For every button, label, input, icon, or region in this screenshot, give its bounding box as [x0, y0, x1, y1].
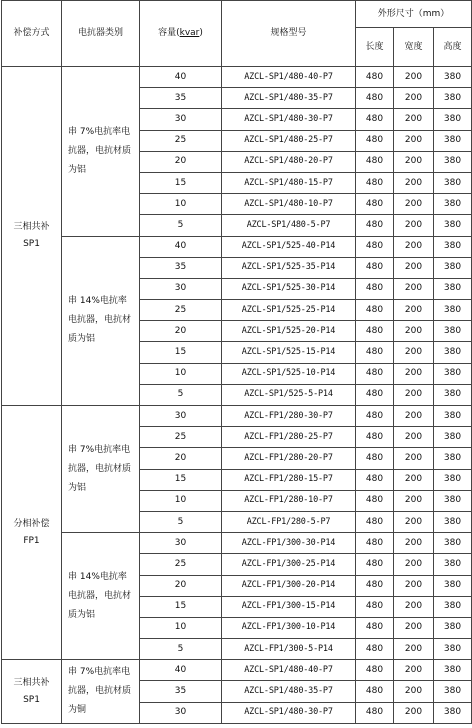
- length-cell: 480: [356, 660, 394, 681]
- width-cell: 200: [394, 702, 434, 723]
- reactor-type-cell: 串 14%电抗率电抗器，电抗材质为铝: [62, 236, 140, 406]
- model-cell: AZCL-FP1/280-30-P7: [222, 406, 356, 427]
- model-cell: AZCL-SP1/480-15-P7: [222, 172, 356, 193]
- height-cell: 380: [434, 130, 472, 151]
- height-cell: 380: [434, 172, 472, 193]
- width-cell: 200: [394, 533, 434, 554]
- width-cell: 200: [394, 109, 434, 130]
- width-cell: 200: [394, 257, 434, 278]
- width-cell: 200: [394, 469, 434, 490]
- model-cell: AZCL-SP1/480-35-P7: [222, 681, 356, 702]
- height-cell: 380: [434, 681, 472, 702]
- length-cell: 480: [356, 702, 394, 723]
- model-cell: AZCL-FP1/300-25-P14: [222, 554, 356, 575]
- capacity-cell: 10: [140, 363, 222, 384]
- table-row: [2, 533, 472, 554]
- table-row: [2, 660, 472, 681]
- header-dims: 外形尺寸（mm）: [356, 1, 472, 28]
- model-cell: AZCL-SP1/480-35-P7: [222, 88, 356, 109]
- model-cell: AZCL-SP1/525-15-P14: [222, 342, 356, 363]
- width-cell: 200: [394, 511, 434, 532]
- capacity-cell: 5: [140, 639, 222, 660]
- height-cell: 380: [434, 490, 472, 511]
- header-capacity: 容量(kvar): [140, 1, 222, 67]
- spec-table: [1, 0, 472, 724]
- model-cell: AZCL-SP1/525-35-P14: [222, 257, 356, 278]
- length-cell: 480: [356, 384, 394, 405]
- length-cell: 480: [356, 67, 394, 88]
- model-cell: AZCL-SP1/525-20-P14: [222, 321, 356, 342]
- length-cell: 480: [356, 109, 394, 130]
- model-cell: AZCL-SP1/525-5-P14: [222, 384, 356, 405]
- model-cell: AZCL-FP1/300-30-P14: [222, 533, 356, 554]
- length-cell: 480: [356, 427, 394, 448]
- width-cell: 200: [394, 427, 434, 448]
- height-cell: 380: [434, 575, 472, 596]
- height-cell: 380: [434, 702, 472, 723]
- length-cell: 480: [356, 617, 394, 638]
- height-cell: 380: [434, 596, 472, 617]
- width-cell: 200: [394, 639, 434, 660]
- height-cell: 380: [434, 300, 472, 321]
- width-cell: 200: [394, 363, 434, 384]
- capacity-cell: 25: [140, 130, 222, 151]
- capacity-cell: 35: [140, 88, 222, 109]
- reactor-type-cell: 串 14%电抗率电抗器，电抗材质为铝: [62, 533, 140, 660]
- compensation-mode-cell: 三相共补 SP1: [2, 67, 62, 406]
- height-cell: 380: [434, 363, 472, 384]
- reactor-type-cell: 串 7%电抗率电抗器，电抗材质为铜: [62, 660, 140, 724]
- header-model: 规格型号: [222, 1, 356, 67]
- model-cell: AZCL-FP1/280-20-P7: [222, 448, 356, 469]
- height-cell: 380: [434, 342, 472, 363]
- capacity-cell: 25: [140, 427, 222, 448]
- length-cell: 480: [356, 300, 394, 321]
- width-cell: 200: [394, 321, 434, 342]
- capacity-cell: 40: [140, 660, 222, 681]
- height-cell: 380: [434, 554, 472, 575]
- length-cell: 480: [356, 575, 394, 596]
- width-cell: 200: [394, 681, 434, 702]
- capacity-cell: 30: [140, 702, 222, 723]
- length-cell: 480: [356, 596, 394, 617]
- width-cell: 200: [394, 448, 434, 469]
- model-cell: AZCL-FP1/300-20-P14: [222, 575, 356, 596]
- model-cell: AZCL-SP1/480-40-P7: [222, 67, 356, 88]
- height-cell: 380: [434, 469, 472, 490]
- height-cell: 380: [434, 639, 472, 660]
- capacity-cell: 10: [140, 617, 222, 638]
- width-cell: 200: [394, 88, 434, 109]
- capacity-cell: 35: [140, 681, 222, 702]
- capacity-cell: 15: [140, 596, 222, 617]
- model-cell: AZCL-FP1/280-10-P7: [222, 490, 356, 511]
- capacity-cell: 40: [140, 67, 222, 88]
- width-cell: 200: [394, 300, 434, 321]
- length-cell: 480: [356, 469, 394, 490]
- width-cell: 200: [394, 596, 434, 617]
- model-cell: AZCL-SP1/525-30-P14: [222, 278, 356, 299]
- length-cell: 480: [356, 151, 394, 172]
- length-cell: 480: [356, 342, 394, 363]
- header-width: 宽度: [394, 28, 434, 67]
- length-cell: 480: [356, 172, 394, 193]
- height-cell: 380: [434, 448, 472, 469]
- table-row: [2, 67, 472, 88]
- height-cell: 380: [434, 660, 472, 681]
- model-cell: AZCL-SP1/525-10-P14: [222, 363, 356, 384]
- model-cell: AZCL-SP1/480-25-P7: [222, 130, 356, 151]
- length-cell: 480: [356, 236, 394, 257]
- height-cell: 380: [434, 194, 472, 215]
- length-cell: 480: [356, 533, 394, 554]
- width-cell: 200: [394, 215, 434, 236]
- width-cell: 200: [394, 617, 434, 638]
- height-cell: 380: [434, 406, 472, 427]
- length-cell: 480: [356, 363, 394, 384]
- compensation-mode-cell: 三相共补 SP1: [2, 660, 62, 724]
- length-cell: 480: [356, 88, 394, 109]
- height-cell: 380: [434, 257, 472, 278]
- capacity-cell: 20: [140, 321, 222, 342]
- compensation-mode-cell: 分相补偿 FP1: [2, 406, 62, 660]
- capacity-cell: 20: [140, 448, 222, 469]
- width-cell: 200: [394, 575, 434, 596]
- width-cell: 200: [394, 151, 434, 172]
- height-cell: 380: [434, 278, 472, 299]
- height-cell: 380: [434, 617, 472, 638]
- capacity-cell: 25: [140, 554, 222, 575]
- model-cell: AZCL-SP1/480-30-P7: [222, 702, 356, 723]
- length-cell: 480: [356, 406, 394, 427]
- reactor-type-cell: 串 7%电抗率电抗器，电抗材质为铝: [62, 67, 140, 237]
- model-cell: AZCL-SP1/480-30-P7: [222, 109, 356, 130]
- width-cell: 200: [394, 342, 434, 363]
- length-cell: 480: [356, 257, 394, 278]
- capacity-cell: 10: [140, 490, 222, 511]
- model-cell: AZCL-FP1/300-10-P14: [222, 617, 356, 638]
- width-cell: 200: [394, 384, 434, 405]
- length-cell: 480: [356, 448, 394, 469]
- model-cell: AZCL-FP1/300-15-P14: [222, 596, 356, 617]
- length-cell: 480: [356, 681, 394, 702]
- capacity-cell: 15: [140, 342, 222, 363]
- length-cell: 480: [356, 511, 394, 532]
- height-cell: 380: [434, 533, 472, 554]
- height-cell: 380: [434, 384, 472, 405]
- width-cell: 200: [394, 130, 434, 151]
- height-cell: 380: [434, 427, 472, 448]
- capacity-cell: 15: [140, 469, 222, 490]
- model-cell: AZCL-SP1/480-5-P7: [222, 215, 356, 236]
- length-cell: 480: [356, 194, 394, 215]
- width-cell: 200: [394, 490, 434, 511]
- height-cell: 380: [434, 151, 472, 172]
- table-body: [2, 67, 472, 724]
- width-cell: 200: [394, 660, 434, 681]
- height-cell: 380: [434, 109, 472, 130]
- capacity-cell: 5: [140, 511, 222, 532]
- length-cell: 480: [356, 554, 394, 575]
- model-cell: AZCL-SP1/480-10-P7: [222, 194, 356, 215]
- length-cell: 480: [356, 639, 394, 660]
- reactor-type-cell: 串 7%电抗率电抗器，电抗材质为铝: [62, 406, 140, 533]
- width-cell: 200: [394, 67, 434, 88]
- length-cell: 480: [356, 278, 394, 299]
- height-cell: 380: [434, 67, 472, 88]
- length-cell: 480: [356, 215, 394, 236]
- model-cell: AZCL-FP1/300-5-P14: [222, 639, 356, 660]
- header-reactor: 电抗器类别: [62, 1, 140, 67]
- model-cell: AZCL-SP1/525-40-P14: [222, 236, 356, 257]
- capacity-cell: 15: [140, 172, 222, 193]
- height-cell: 380: [434, 236, 472, 257]
- model-cell: AZCL-FP1/280-15-P7: [222, 469, 356, 490]
- model-cell: AZCL-FP1/280-5-P7: [222, 511, 356, 532]
- width-cell: 200: [394, 278, 434, 299]
- capacity-cell: 20: [140, 575, 222, 596]
- header-length: 长度: [356, 28, 394, 67]
- length-cell: 480: [356, 321, 394, 342]
- capacity-cell: 10: [140, 194, 222, 215]
- length-cell: 480: [356, 130, 394, 151]
- length-cell: 480: [356, 490, 394, 511]
- model-cell: AZCL-SP1/480-20-P7: [222, 151, 356, 172]
- width-cell: 200: [394, 406, 434, 427]
- capacity-cell: 20: [140, 151, 222, 172]
- capacity-cell: 30: [140, 278, 222, 299]
- height-cell: 380: [434, 88, 472, 109]
- height-cell: 380: [434, 215, 472, 236]
- model-cell: AZCL-FP1/280-25-P7: [222, 427, 356, 448]
- height-cell: 380: [434, 321, 472, 342]
- header-height: 高度: [434, 28, 472, 67]
- width-cell: 200: [394, 194, 434, 215]
- width-cell: 200: [394, 172, 434, 193]
- table-row: [2, 406, 472, 427]
- capacity-cell: 30: [140, 406, 222, 427]
- model-cell: AZCL-SP1/525-25-P14: [222, 300, 356, 321]
- capacity-cell: 5: [140, 215, 222, 236]
- width-cell: 200: [394, 236, 434, 257]
- width-cell: 200: [394, 554, 434, 575]
- table-row: [2, 236, 472, 257]
- model-cell: AZCL-SP1/480-40-P7: [222, 660, 356, 681]
- capacity-cell: 5: [140, 384, 222, 405]
- header-mode: 补偿方式: [2, 1, 62, 67]
- capacity-cell: 35: [140, 257, 222, 278]
- capacity-cell: 30: [140, 109, 222, 130]
- capacity-cell: 25: [140, 300, 222, 321]
- capacity-cell: 40: [140, 236, 222, 257]
- height-cell: 380: [434, 511, 472, 532]
- capacity-cell: 30: [140, 533, 222, 554]
